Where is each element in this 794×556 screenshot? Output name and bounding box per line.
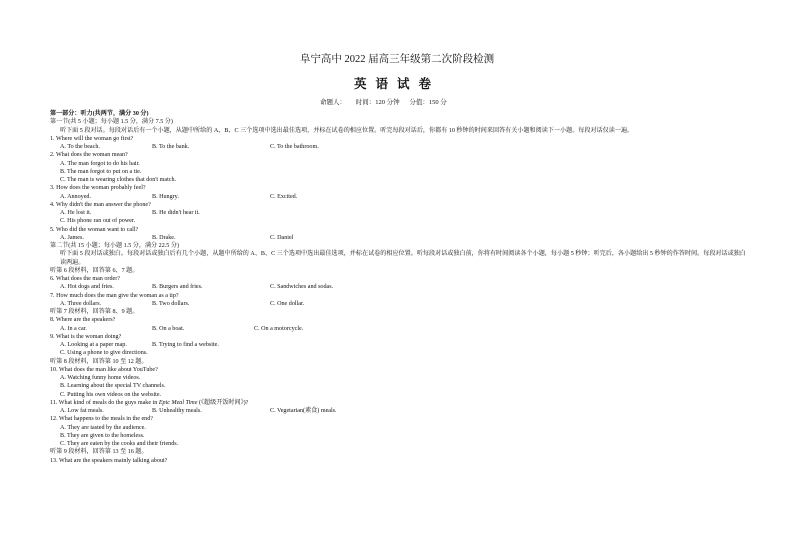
exam-body xyxy=(50,110,750,465)
question: 5. Who did the woman want to call? xyxy=(50,226,139,233)
question: 12. What happens to the meals in the end? xyxy=(50,416,153,423)
material-label: 听第 8 段材料，回答第 10 至 12 题。 xyxy=(50,358,148,365)
option-a: A. Hot dogs and fries. xyxy=(60,284,114,291)
option-c: C. On a motorcycle. xyxy=(254,325,304,332)
option-b: B. To the bank. xyxy=(152,144,190,150)
option-b: B. Burgers and fries. xyxy=(152,284,203,291)
section-instructions: 听下面 5 段对话。每段对话后有一个小题，从题中所给的 A、B、C 三个选项中选出最佳选项，并标在试卷的相应位置。听完每段对话后，你都有 10 秒钟的时间来回答有关小题和阅读下一小题。每段对话仅读一遍。 xyxy=(60,127,634,134)
option-c: C. His phone ran out of power. xyxy=(60,218,136,225)
option-b: B. Drake. xyxy=(152,234,176,241)
option-b: B. He didn't hear it. xyxy=(152,210,200,216)
options xyxy=(50,234,750,242)
question-text-pre: 11. What kind of meals do the guys make in xyxy=(50,399,159,406)
exam-meta: 命题人： 时间：120 分钟 分值：150 分 xyxy=(320,99,447,106)
option-c: C. Sandwiches and sodas. xyxy=(270,284,334,291)
option-b: B. Learning about the special TV channels. xyxy=(60,383,166,390)
option-a: A. Three dollars. xyxy=(60,300,102,307)
options xyxy=(50,283,750,291)
options xyxy=(50,300,750,308)
part-heading: 第一部分：听力(共两节，满分 30 分) xyxy=(50,111,149,117)
options xyxy=(50,341,750,349)
question: 9. What is the woman doing? xyxy=(50,333,122,340)
option-b: B. The man forgot to put on a tie. xyxy=(60,168,142,175)
option-a: A. In a car. xyxy=(60,325,87,332)
option-b: B. Hungry. xyxy=(152,193,179,200)
option-a: A. They are tasted by the audience. xyxy=(60,424,146,431)
material-label: 听第 6 段材料，回答第 6、7 题。 xyxy=(50,267,139,274)
option-a: A. The man forgot to do his hair. xyxy=(60,160,140,167)
question: 2. What does the woman mean? xyxy=(50,152,128,159)
question: 1. Where will the woman go first? xyxy=(50,135,134,142)
section-instructions: 听下面 5 段对话或独白。每段对话或独白后有几个小题，从题中所给的 A、B、C 三个选项中选出最佳选项，并标在试卷的相应位置。听每段对话或独白前，你将有时间阅读各个小题，每小题 5 秒钟；听完后，各小题给出 5 秒钟的作答时间。每段对话或独白读两遍。 xyxy=(60,251,746,266)
option-a: A. Looking at a paper map. xyxy=(60,342,127,348)
section-heading: 第二节(共 15 小题；每小题 1.5 分，满分 22.5 分) xyxy=(50,243,179,249)
option-c: C. Putting his own videos on the website. xyxy=(60,391,162,398)
show-title: Epic Meal Time xyxy=(158,399,198,406)
option-a: A. Watching funny home videos. xyxy=(60,375,141,381)
option-c: C. To the bathroom. xyxy=(270,144,319,150)
question xyxy=(50,399,750,407)
question: 6. What does the man order? xyxy=(50,276,120,282)
option-c: C. Using a phone to give directions. xyxy=(60,350,148,357)
option-c: C. Excited. xyxy=(270,193,298,200)
option-c: C. Daniel xyxy=(270,234,294,241)
options xyxy=(50,325,750,333)
options xyxy=(50,193,750,201)
exam-subtitle: 英语试卷 xyxy=(353,77,440,91)
material-label: 听第 9 段材料，回答第 13 至 16 题。 xyxy=(50,449,148,456)
option-a: A. Annoyed. xyxy=(60,193,91,200)
exam-title: 阜宁高中 2022 届高三年级第二次阶段检测 xyxy=(299,54,495,65)
option-a: A. He lost it. xyxy=(60,210,92,216)
options xyxy=(50,209,750,217)
question: 10. What does the man like about YouTube? xyxy=(50,366,158,373)
option-c: C. One dollar. xyxy=(270,300,305,307)
question: 13. What are the speakers mainly talking about? xyxy=(50,457,168,464)
options xyxy=(50,143,750,151)
option-b: B. On a boat. xyxy=(152,325,185,332)
question-text-post: (《超级开饭时间》)? xyxy=(197,399,249,406)
option-b: B. They are given to the homeless. xyxy=(60,432,145,439)
option-b: B. Unhealthy meals. xyxy=(152,408,202,414)
option-c: C. They are eaten by the cooks and their friends. xyxy=(60,441,179,447)
question: 4. Why didn't the man answer the phone? xyxy=(50,201,151,208)
question: 7. How much does the man give the woman as a tip? xyxy=(50,292,179,299)
option-a: A. Low fat meals. xyxy=(60,408,104,414)
question: 3. How does the woman probably feel? xyxy=(50,185,146,192)
section-heading: 第一节(共 5 小题；每小题 1.5 分，满分 7.5 分) xyxy=(50,119,173,126)
question: 8. Where are the speakers? xyxy=(50,317,116,324)
option-b: B. Two dollars. xyxy=(152,300,190,307)
option-a: A. James. xyxy=(60,234,84,241)
options xyxy=(50,407,750,415)
material-label: 听第 7 段材料，回答第 8、9 题。 xyxy=(50,309,139,315)
option-a: A. To the beach. xyxy=(60,144,100,150)
option-b: B. Trying to find a website. xyxy=(152,342,219,348)
option-c: C. The man is wearing clothes that don't match. xyxy=(60,177,177,183)
option-c: C. Vegetarian(素食) meals. xyxy=(270,408,337,414)
